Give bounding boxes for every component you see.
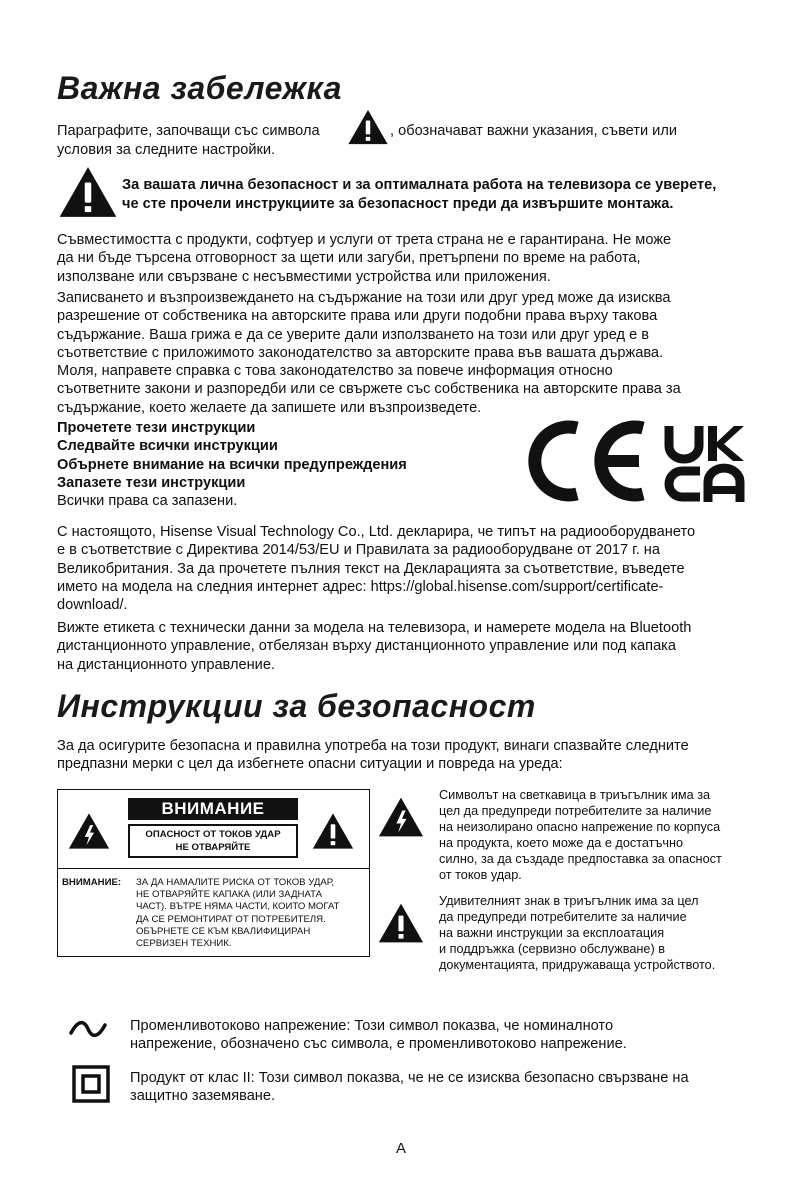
list-item: Обърнете внимание на всички предупреждения	[57, 456, 407, 473]
text-line: разрешение от собственика на авторските права или други подобни права върху такова	[57, 308, 658, 325]
text-line: съответствие с приложимото законодателство за авторските права във вашата държава.	[57, 344, 664, 361]
caution-line: ДА СЕ РЕМОНТИРАТ ОТ ПОТРЕБИТЕЛЯ.	[136, 913, 326, 925]
rights-text: Всички права са запазени.	[57, 493, 238, 510]
text-line: документацията, придружаваща устройството.	[439, 957, 716, 972]
paragraph-label	[57, 619, 691, 674]
warning-bold-line-2: че сте прочели инструкциите за безопасност преди да извършите монтажа.	[122, 196, 674, 212]
caution-box	[57, 789, 370, 957]
text-line: Продукт от клас II: Този символ показва, че не се изисква безопасно свързване на	[130, 1070, 689, 1086]
text-line: от токов удар.	[439, 867, 522, 882]
text-line: напрежение, обозначено със символа, е променливотоково напрежение.	[130, 1036, 627, 1053]
caution-line: ОБЪРНЕТЕ СЕ КЪМ КВАЛИФИЦИРАН	[136, 925, 311, 937]
text-line: съдържание, което желаете да запишете или възпроизведете.	[57, 399, 482, 416]
text-line: използване или свързване с несъвместими устройства или приложения.	[57, 268, 551, 285]
list-item: Прочетете тези инструкции	[57, 420, 256, 436]
text-line: Променливотоково напрежение: Този символ показва, че номиналното	[130, 1018, 614, 1034]
caution-label: ВНИМАНИЕ:	[62, 877, 122, 888]
text-line: Великобритания. За да прочетете пълния текст на Декларацията за съответствие, въведете	[57, 560, 685, 577]
ce-mark-logo	[525, 420, 650, 502]
text-line: дистанционното управление, отбелязан върху дистанционното управление или под капака	[57, 638, 677, 655]
danger-label	[128, 824, 298, 858]
heading-important-note: Важна забележка	[57, 70, 342, 106]
ac-explanation	[130, 1017, 627, 1054]
list-item: Следвайте всички инструкции	[57, 438, 278, 455]
ac-voltage-icon	[68, 1018, 108, 1040]
intro-line-2: условия за следните настройки.	[57, 142, 276, 158]
warning-triangle-icon	[312, 812, 354, 850]
text-line: е в съответствие с Директива 2014/53/EU и Правилата за радиооборудване от 2017 г. на	[57, 542, 660, 559]
text-line: да предупреди потребителите за наличие	[439, 909, 687, 924]
ukca-mark-logo	[664, 424, 746, 504]
warning-triangle-icon	[347, 109, 389, 145]
text-line: силно, за да създаде предпоставка за опасност	[439, 851, 722, 866]
caution-line: ЗА ДА НАМАЛИТЕ РИСКА ОТ ТОКОВ УДАР,	[136, 877, 335, 888]
intro-line-1-before: Параграфите, започващи със символа	[57, 123, 320, 139]
warning-triangle-icon	[378, 902, 424, 944]
paragraph-declaration	[57, 523, 695, 614]
text-line: С настоящото, Hisense Visual Technology Co., Ltd. декларира, че типът на радиооборудването	[57, 524, 696, 540]
text-line: download/.	[57, 597, 128, 614]
paragraph-safety	[57, 737, 689, 774]
caution-line: ЧАСТ). ВЪТРЕ НЯМА ЧАСТИ, КОИТО МОГАТ	[136, 901, 340, 913]
danger-line-1: ОПАСНОСТ ОТ ТОКОВ УДАР	[145, 829, 281, 840]
warning-bold-line-1: За вашата лична безопасност и за оптималната работа на телевизора се уверете,	[122, 177, 717, 193]
instructions-list	[57, 419, 407, 510]
text-line: Съвместимостта с продукти, софтуер и услуги от трета страна не е гарантирана. Не може	[57, 232, 672, 248]
text-line: на продукта, което може да е достатъчно	[439, 835, 684, 850]
text-line: Удивителният знак в триъгълник има за цел	[439, 894, 699, 908]
text-line: на дистанционното управление.	[57, 656, 275, 673]
text-line: съдържание. Ваша грижа е да се уверите дали използването на този или друг уред е в	[57, 326, 650, 343]
text-line: Символът на светкавица в триъгълник има за	[439, 788, 711, 802]
list-item: Запазете тези инструкции	[57, 474, 246, 491]
text-line: цел да предупреди потребителите за наличие	[439, 803, 712, 818]
text-line: Записването и възпроизвеждането на съдържание на този или друг уред може да изисква	[57, 290, 671, 306]
class-2-explanation	[130, 1069, 689, 1106]
danger-line-2: НЕ ОТВАРЯЙТЕ	[175, 842, 251, 853]
caution-title: ВНИМАНИЕ	[128, 798, 298, 820]
text-line: За да осигурите безопасна и правилна употреба на този продукт, винаги спазвайте следните	[57, 738, 689, 754]
caution-line: СЕРВИЗЕН ТЕХНИК.	[136, 938, 232, 950]
caution-text	[136, 877, 339, 950]
lightning-triangle-icon	[68, 812, 110, 850]
text-line: Моля, направете справка с това законодателство за повече информация относно	[57, 363, 613, 380]
paragraph-compatibility	[57, 231, 671, 286]
lightning-triangle-icon	[378, 796, 424, 838]
intro-line-1-after: , обозначават важни указания, съвети или	[390, 123, 677, 139]
text-line: името на модела на следния интернет адрес: https://global.hisense.com/support/certificate-	[57, 578, 664, 595]
text-line: и поддръжка (сервизно обслужване) в	[439, 941, 665, 956]
caution-line: НЕ ОТВАРЯЙТЕ КАПАКА (ИЛИ ЗАДНАТА	[136, 889, 323, 901]
text-line: Вижте етикета с технически данни за модела на телевизора, и намерете модела на Bluetooth	[57, 620, 692, 636]
text-line: съответните закони и разпоредби или се свържете със собственика на авторските права за	[57, 381, 681, 398]
text-line: предпазни мерки с цел да избегнете опасни ситуации и повреда на уреда:	[57, 756, 563, 773]
page-number: A	[396, 1140, 407, 1157]
text-line: на неизолирано опасно напрежение по корпуса	[439, 819, 721, 834]
class-2-icon	[72, 1065, 110, 1103]
warning-triangle-icon	[58, 166, 118, 218]
text-line: защитно заземяване.	[130, 1088, 276, 1105]
text-line: да ни бъде търсена отговорност за щети или загуби, претърпени по време на работа,	[57, 250, 641, 267]
caution-center	[128, 798, 298, 858]
heading-safety-instructions: Инструкции за безопасност	[57, 688, 536, 724]
lightning-explanation	[439, 788, 722, 883]
exclamation-explanation	[439, 894, 715, 974]
paragraph-copyright	[57, 289, 681, 417]
text-line: на важни инструкции за експлоатация	[439, 925, 665, 940]
